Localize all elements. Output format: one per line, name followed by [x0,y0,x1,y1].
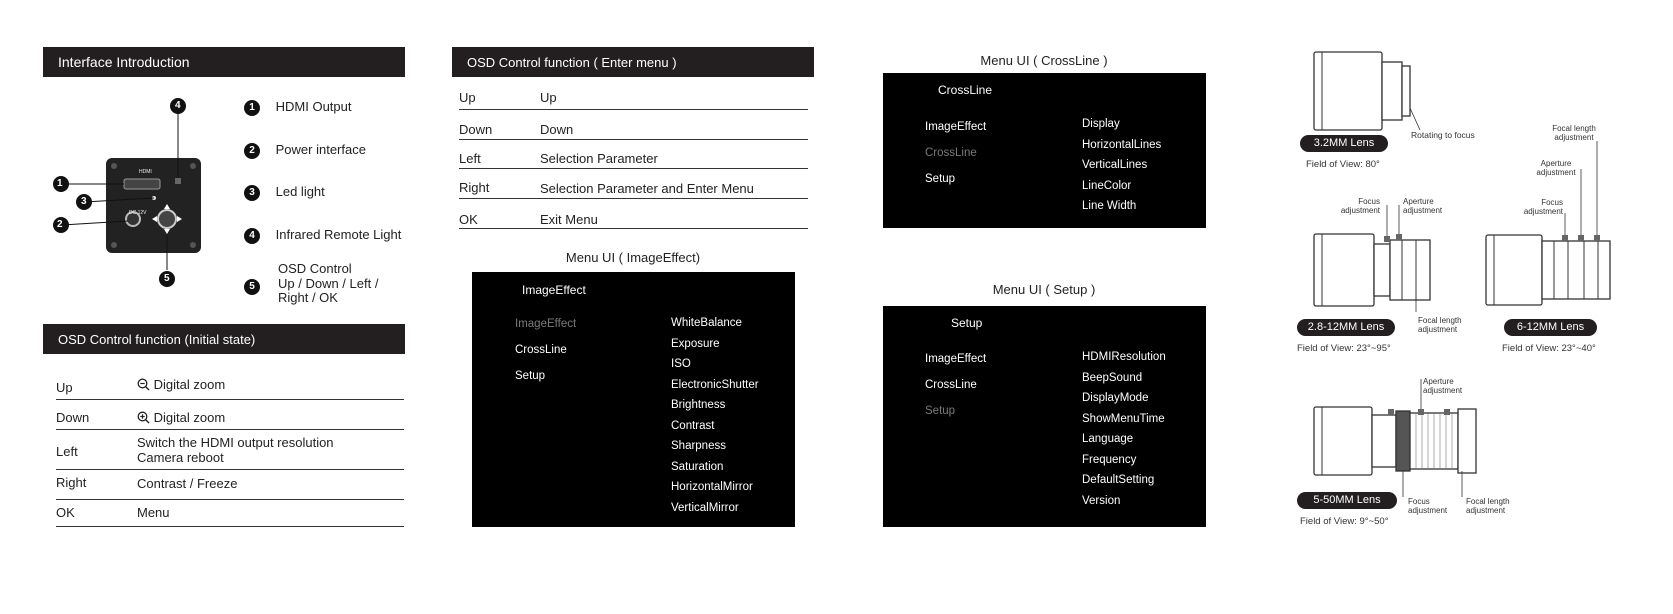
legend-label: Power interface [275,142,366,157]
menu-right-item: ISO [671,358,691,370]
row-key: OK [459,212,478,227]
menu-right-item: LineColor [1082,180,1132,192]
camera-callout-4: 4 [175,100,181,111]
number-badge: 2 [244,143,260,159]
legend-item-led [244,184,325,201]
initial-title: OSD Control function (Initial state) [58,332,256,347]
lens-5-50mm-illustration [1312,375,1492,510]
row-value: Exit Menu [540,212,598,227]
row-key: Right [459,180,490,195]
row-key: Up [56,380,73,395]
lens-612-focal-label: Focal length adjustment [1552,124,1596,142]
table-row [459,86,808,110]
lens-2-8-12mm-badge: 2.8-12MM Lens [1297,319,1395,336]
row-key: Up [459,90,476,105]
lens-3-2mm-note: Rotating to focus [1411,130,1475,140]
menu-right-item: Sharpness [671,440,726,452]
menu-cross-screen [883,73,1206,228]
menu-setup-caption: Menu UI ( Setup ) [992,282,1096,297]
menu-right-item: DefaultSetting [1082,474,1155,486]
row-key: OK [56,505,75,520]
legend-label: Infrared Remote Light [275,227,402,242]
menu-left-item: CrossLine [925,147,977,159]
table-row [56,402,404,430]
legend-item-power [244,142,366,159]
lens-3-2mm-fov: Field of View: 80° [1306,159,1380,170]
legend-label-osd: OSD Control Up / Down / Left / Right / OK [278,261,379,305]
menu-image-caption: Menu UI ( ImageEffect) [565,250,701,265]
table-row [56,374,404,400]
table-row [459,143,808,169]
lens-550-aperture-label: Aperture adjustment [1423,377,1463,395]
camera-label-hdmi: HDMI [139,169,152,175]
table-row [459,113,808,140]
lens-612-aperture-label: Aperture adjustment [1536,159,1576,177]
row-key: Left [459,151,481,166]
lens-3-2mm-illustration [1310,48,1425,134]
lens-5-50mm-badge: 5-50MM Lens [1297,492,1397,509]
menu-right-item: ElectronicShutter [671,379,759,391]
menu-setup-screen [883,306,1206,527]
legend-label: Led light [275,184,325,199]
number-badge: 3 [244,185,260,201]
screen-header: ImageEffect [522,283,586,297]
table-row [56,502,404,527]
table-row [459,202,808,229]
menu-right-item: HorizontalMirror [671,481,753,493]
lens-6-12mm-badge: 6-12MM Lens [1504,319,1597,336]
camera-callout-5: 5 [164,273,170,284]
row-value: Menu [137,505,170,520]
lens-550-focus-label: Focus adjustment [1408,497,1448,515]
row-key: Down [459,122,493,137]
legend-item-osd [244,278,260,295]
camera-label-dc: DC 12V [129,210,147,216]
menu-right-item: Display [1082,118,1120,130]
lens-2-8-12mm-fov: Field of View: 23°~95° [1297,343,1391,354]
zoom-out-icon [137,378,150,391]
intro-title: Interface Introduction [58,54,190,70]
menu-left-item: Setup [925,173,956,185]
row-value: Selection Parameter and Enter Menu [540,181,754,196]
menu-right-item: WhiteBalance [671,317,742,329]
lens-6-12mm-illustration [1484,135,1619,310]
menu-right-item: Line Width [1082,200,1137,212]
row-key: Left [56,444,78,459]
initial-header [43,324,405,354]
menu-left-item: CrossLine [925,379,977,391]
row-key: Right [56,475,87,490]
menu-right-item: HorizontalLines [1082,139,1162,151]
row-value: Up [540,90,557,105]
intro-header [43,47,405,77]
lens-212-focal-label: Focal length adjustment [1418,316,1462,334]
number-badge: 4 [244,228,260,244]
menu-right-item: Version [1082,495,1121,507]
menu-cross-caption: Menu UI ( CrossLine ) [980,53,1108,68]
enter-header [452,47,814,77]
menu-left-item: ImageEffect [515,318,577,330]
row-value: Contrast / Freeze [137,476,238,491]
menu-right-item: Language [1082,433,1134,445]
lens-5-50mm-fov: Field of View: 9°~50° [1300,516,1389,527]
menu-right-item: VerticalMirror [671,502,739,514]
number-badge: 5 [244,279,260,295]
lens-2-8-12mm-illustration [1312,200,1437,315]
table-row [459,172,808,199]
menu-left-item: Setup [925,405,956,417]
camera-callout-3: 3 [81,196,87,207]
menu-right-item: BeepSound [1082,372,1143,384]
lens-550-focal-label: Focal length adjustment [1466,497,1510,515]
zoom-in-icon [137,411,150,424]
menu-right-item: ShowMenuTime [1082,413,1165,425]
camera-back-illustration [48,95,218,295]
menu-image-screen [472,272,795,527]
table-row [56,472,404,500]
row-value: Switch the HDMI output resolution Camera reboot [137,435,334,465]
legend-label: HDMI Output [275,99,352,114]
menu-right-item: Frequency [1082,454,1137,466]
row-value-text: Digital zoom [153,377,226,392]
legend-item-infrared [244,227,401,244]
number-badge: 1 [244,100,260,116]
row-key: Down [56,410,90,425]
row-value-text: Digital zoom [153,410,226,425]
row-value [137,410,225,425]
menu-right-item: VerticalLines [1082,159,1148,171]
menu-right-item: Contrast [671,420,715,432]
menu-right-item: Brightness [671,399,726,411]
lens-3-2mm-badge: 3.2MM Lens [1300,135,1388,152]
menu-left-item: ImageEffect [925,121,987,133]
enter-title: OSD Control function ( Enter menu ) [467,55,677,70]
camera-callout-1: 1 [57,178,63,189]
screen-header: Setup [951,316,983,330]
menu-right-item: HDMIResolution [1082,351,1166,363]
lens-6-12mm-fov: Field of View: 23°~40° [1502,343,1596,354]
menu-right-item: Exposure [671,338,720,350]
menu-right-item: DisplayMode [1082,392,1149,404]
row-value [137,377,225,392]
menu-left-item: ImageEffect [925,353,987,365]
row-value: Selection Parameter [540,151,658,166]
menu-left-item: Setup [515,370,546,382]
menu-left-item: CrossLine [515,344,567,356]
camera-callout-2: 2 [57,219,63,230]
menu-right-item: Saturation [671,461,724,473]
screen-header: CrossLine [938,83,993,97]
lens-212-focus-label: Focus adjustment [1340,197,1380,215]
lens-612-focus-label: Focus adjustment [1523,198,1563,216]
row-value: Down [540,122,574,137]
lens-212-aperture-label: Aperture adjustment [1403,197,1443,215]
legend-item-hdmi [244,99,351,116]
table-row [56,432,404,470]
